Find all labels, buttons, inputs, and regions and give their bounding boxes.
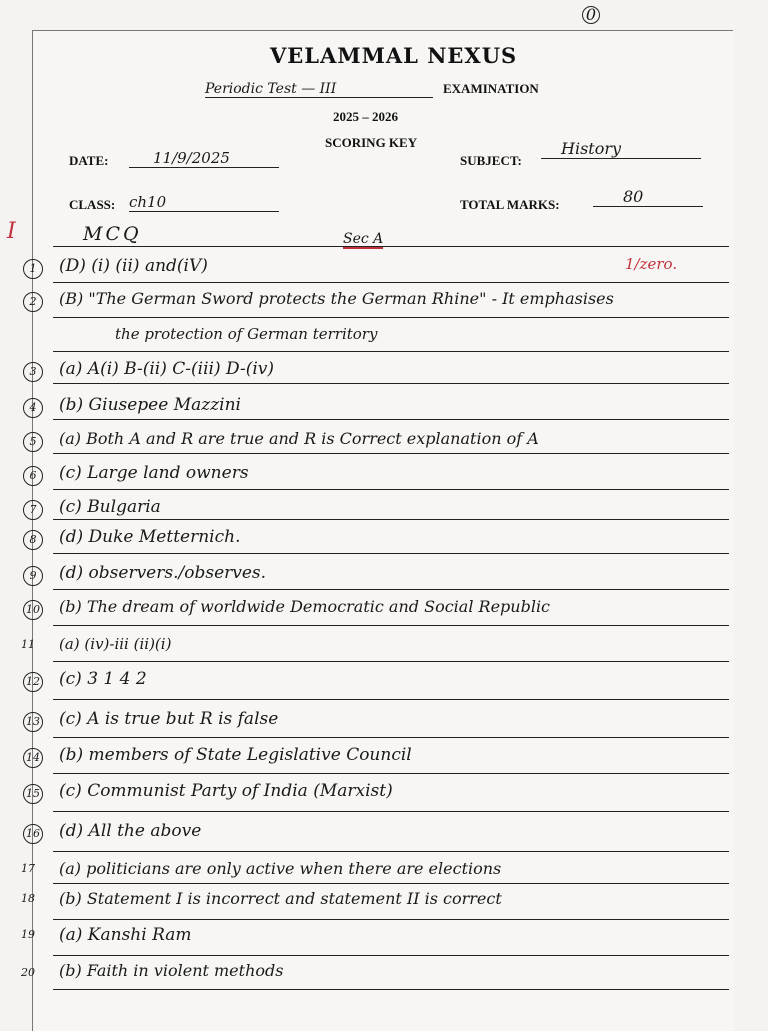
answer-text: (c) Large land owners [59,463,249,483]
question-number: 12 [23,672,43,692]
answer-sheet [7,30,733,1031]
subject-label: SUBJECT: [460,153,522,168]
question-number: 6 [23,466,43,486]
question-number: 13 [23,712,43,732]
question-number: 5 [23,432,43,452]
question-number: 9 [23,566,43,586]
section-code: Sec A [343,231,384,247]
total-marks-label: TOTAL MARKS: [460,197,560,212]
question-number: 8 [23,530,43,550]
question-number: 11 [21,638,35,651]
answer-continuation: the protection of German territory [115,325,378,343]
question-number: 18 [21,892,35,905]
question-number: 16 [23,824,43,844]
answer-text: (a) Kanshi Ram [59,925,192,945]
question-number: 3 [23,362,43,382]
answer-text: (a) (iv)-iii (ii)(i) [59,635,172,653]
scoring-key-label: SCORING KEY [325,135,418,150]
answer-text: (D) (i) (ii) and(iV) [59,256,208,276]
class-value: ch10 [129,193,279,212]
question-number: 15 [23,784,43,804]
academic-year: 2025 – 2026 [333,109,398,124]
question-number: 10 [23,600,43,620]
exam-label: EXAMINATION [443,81,539,96]
answer-text: (d) Duke Metternich. [59,527,241,547]
answer-text: (b) Statement I is incorrect and statement II is correct [59,889,502,908]
date-value: 11/9/2025 [129,149,279,168]
exam-name: Periodic Test — III [205,81,433,98]
top-corner-mark: 0 [582,6,600,24]
answer-text: (a) politicians are only active when there are elections [59,859,502,878]
answer-text: (c) Communist Party of India (Marxist) [59,781,393,801]
answer-text: (c) Bulgaria [59,497,161,517]
answer-text: (d) All the above [59,821,202,841]
answer-text: (b) The dream of worldwide Democratic and Social Republic [59,597,551,616]
answer-text: (c) 3 1 4 2 [59,669,147,689]
question-number: 1 [23,259,43,279]
question-number: 20 [21,966,35,979]
answer-text: (a) A(i) B-(ii) C-(iii) D-(iv) [59,359,275,379]
question-number: 19 [21,928,35,941]
section-roman: I [7,219,16,244]
answer-text: (c) A is true but R is false [59,709,279,729]
answer-text: (d) observers./observes. [59,563,267,583]
class-label: CLASS: [69,197,116,212]
question-number: 17 [21,862,35,875]
question-number: 7 [23,500,43,520]
answer-text: (b) Faith in violent methods [59,961,284,980]
rule-line [53,246,729,247]
total-marks-value: 80 [593,187,703,207]
date-label: DATE: [69,153,109,168]
question-number: 14 [23,748,43,768]
marking-note: 1/zero. [625,255,678,273]
subject-value: History [541,139,701,159]
answer-text: (b) members of State Legislative Council [59,745,412,765]
answer-text: (a) Both A and R are true and R is Correct explanation of A [59,429,539,448]
question-number: 2 [23,292,43,312]
answer-text: (B) "The German Sword protects the German Rhine" - It emphasises [59,289,614,308]
section-title: MCQ [83,223,142,245]
question-number: 4 [23,398,43,418]
school-name: VELAMMAL NEXUS [270,43,518,68]
answer-text: (b) Giusepee Mazzini [59,395,241,415]
